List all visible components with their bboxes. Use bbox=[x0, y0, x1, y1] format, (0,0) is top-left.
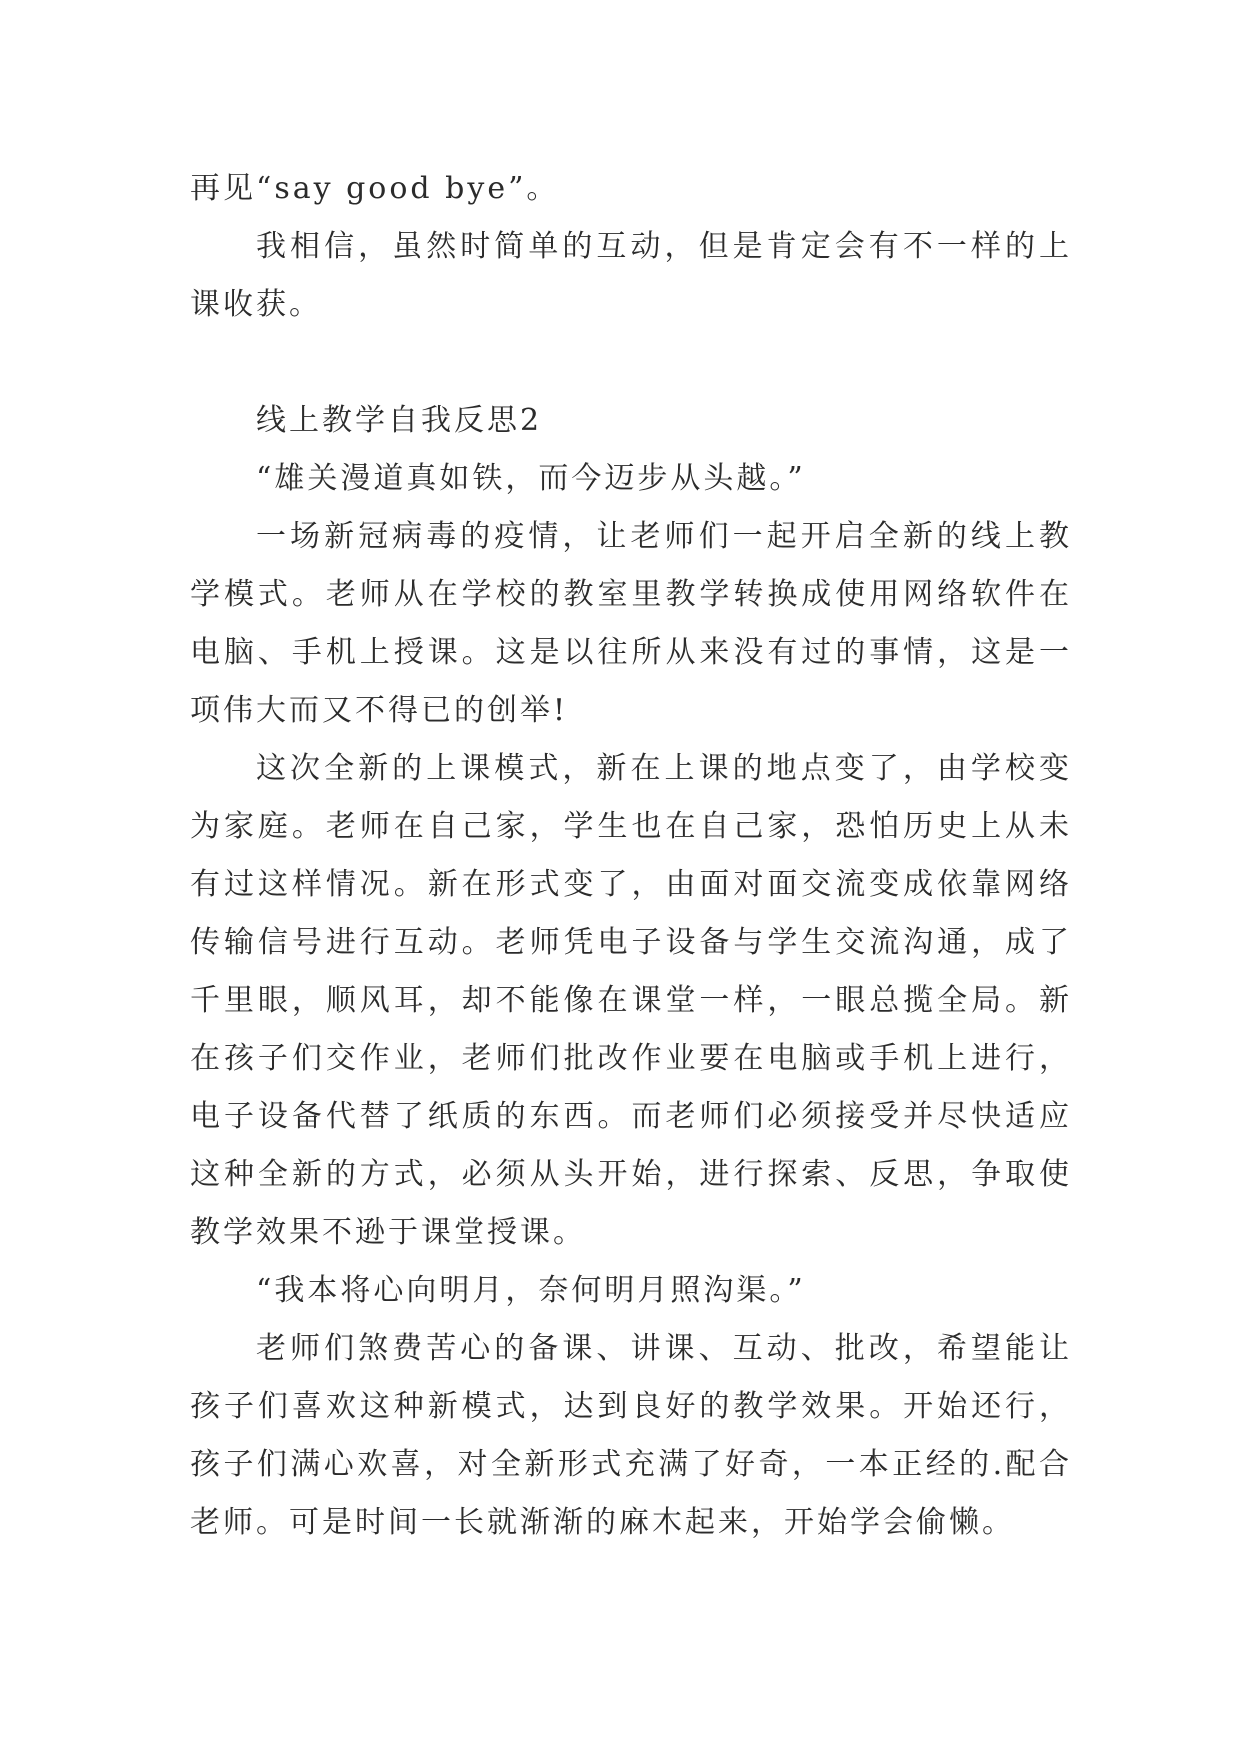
paragraph-intro: 一场新冠病毒的疫情，让老师们一起开启全新的线上教学模式。老师从在学校的教室里教学转换成使用网络软件在电脑、手机上授课。这是以往所从来没有过的事情，这是一项伟大而又不得已的创举! bbox=[190, 519, 1072, 728]
paragraph-farewell: 再见“say good bye”。 bbox=[190, 171, 560, 206]
paragraph-effort: 老师们煞费苦心的备课、讲课、互动、批改，希望能让孩子们喜欢这种新模式，达到良好的教学效果。开始还行，孩子们满心欢喜，对全新形式充满了好奇，一本正经的.配合老师。可是时间一长就渐渐的麻木起来，开始学会偷懒。 bbox=[190, 1331, 1072, 1540]
document-body bbox=[190, 160, 1072, 1552]
section-title: 线上教学自我反思2 bbox=[256, 403, 543, 438]
section-gap bbox=[190, 334, 1072, 392]
paragraph-quote-1: “雄关漫道真如铁，而今迈步从头越。” bbox=[256, 461, 806, 496]
paragraph-belief: 我相信，虽然时简单的互动，但是肯定会有不一样的上课收获。 bbox=[190, 229, 1072, 322]
paragraph-new-mode: 这次全新的上课模式，新在上课的地点变了，由学校变为家庭。老师在自己家，学生也在自己家，恐怕历史上从未有过这样情况。新在形式变了，由面对面交流变成依靠网络传输信号进行互动。老师凭电子设备与学生交流沟通，成了千里眼，顺风耳，却不能像在课堂一样，一眼总揽全局。新在孩子们交作业，老师们批改作业要在电脑或手机上进行，电子设备代替了纸质的东西。而老师们必须接受并尽快适应这种全新的方式，必须从头开始，进行探索、反思，争取使教学效果不逊于课堂授课。 bbox=[190, 751, 1072, 1250]
paragraph-quote-2: “我本将心向明月，奈何明月照沟渠。” bbox=[256, 1273, 806, 1308]
